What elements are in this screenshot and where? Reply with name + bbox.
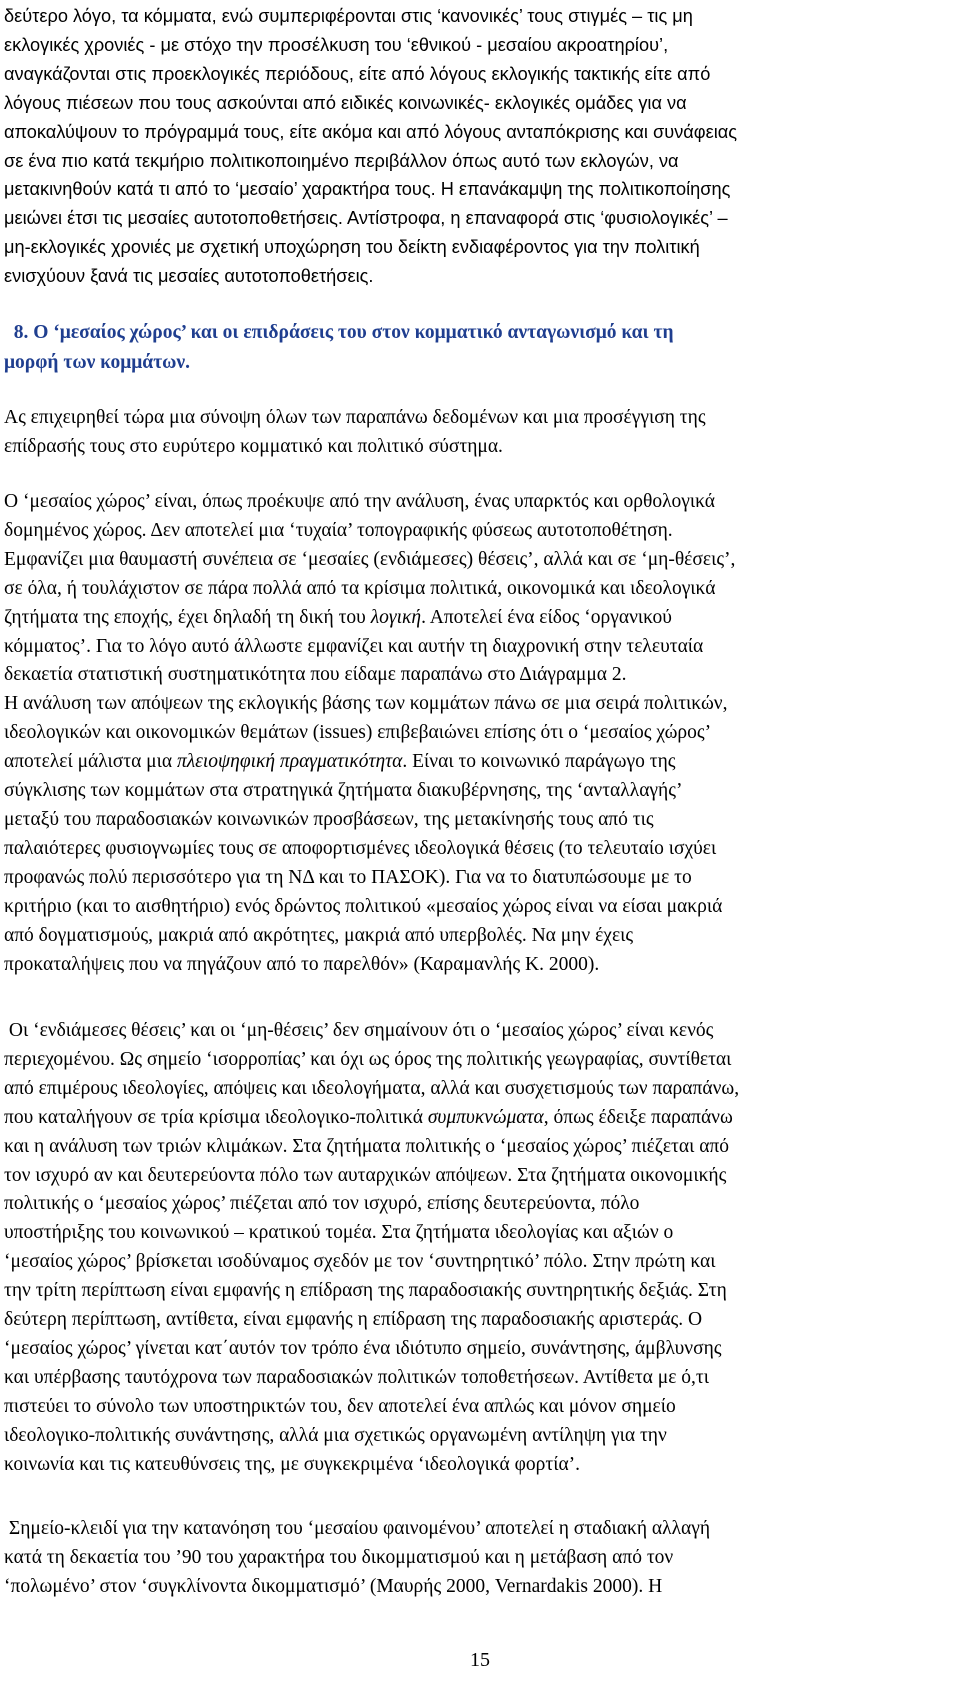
- paragraph-second-part-1: Οι ‘ενδιάμεσες θέσεις’ και οι ‘μη-θέσεις’ δεν σημαίνουν ότι ο ‘μεσαίος χώρος’ είναι κενός περιεχομένου. Ως σημείο ‘ισορροπίας’ και όχι ως όρος της πολιτικής γεωγραφίας, συντίθεται από επιμέρους ιδεολογίες, απόψεις και ιδεολογήματα, αλλά και συσχετισμούς των παραπάνω, που καταλήγουν σε τρία κρίσιμα ιδεολογικο-πολιτικά: [4, 1020, 740, 1128]
- paragraph-second-part-2: , όπως έδειξε παραπάνω και η ανάλυση των τριών κλιμάκων. Στα ζητήματα πολιτικής ο ‘μεσαίος χώρος’ πιέζεται από τον ισχυρό αν και δευτερεύοντα πόλο των αυταρχικών απόψεων. Στα ζητήματα οικονομικής πολιτικής ο ‘μεσαίος χώρος’ πιέζεται από τον ισχυρό, επίσης δευτερεύοντα, πόλο υποστήριξης του κοινωνικού – κρατικού τομέα. Στα ζητήματα ιδεολογίας και αξιών ο ‘μεσαίος χώρος’ βρίσκεται ισοδύναμος σχεδόν με τον ‘συντηρητικό’ πόλο. Στην πρώτη και την τρίτη περίπτωση είναι εμφανής η επίδραση της παραδοσιακής συντηρητικής δεξιάς. Στη δεύτερη περίπτωση, αντίθετα, είναι εμφανής η επίδραση της παραδοσιακής αριστεράς. Ο ‘μεσαίος χώρος’ γίνεται κατ΄αυτόν τον τρόπο ένα ιδιότυπο σημείο, συνάντησης, άμβλυνσης και υπέρβασης ταυτόχρονα των παραδοσιακών πολιτικών τοποθετήσεων. Αντίθετα με ό,τι πιστεύει το σύνολο των υποστηρικτών του, δεν αποτελεί ένα απλώς και μόνον σημείο ιδεολογικο-πολιτικής συνάντησης, αλλά μια σχετικώς οργανωμένη αντίληψη για την κοινωνία και τις κατευθύνσεις της, με συγκεκριμένα ‘ιδεολογικά φορτία’.: [4, 1106, 733, 1475]
- italic-reality-term: πλειοψηφική πραγματικότητα: [176, 751, 403, 773]
- paragraph-intro: Ας επιχειρηθεί τώρα μια σύνοψη όλων των παραπάνω δεδομένων και μια προσέγγιση της επίδρασής τους στο ευρύτερο κομματικό και πολιτικό σύστημα.: [4, 407, 706, 457]
- paragraph-main-part-1: Ο ‘μεσαίος χώρος’ είναι, όπως προέκυψε από την ανάλυση, ένας υπαρκτός και ορθολογικά δομημένος χώρος. Δεν αποτελεί μια ‘τυχαία’ τοπογραφικής φύσεως αυτοτοποθέτηση. Εμφανίζει μια θαυμαστή συνέπεια σε ‘μεσαίες (ενδιάμεσες) θέσεις’, αλλά και σε ‘μη-θέσεις’, σε όλα, ή τουλάχιστον σε πάρα πολλά από τα κρίσιμα πολιτικά, οικονομικά και ιδεολογικά ζητήματα της εποχής, έχει δηλαδή τη δική του: [4, 491, 736, 628]
- italic-syncretism-term: συμπυκνώματα: [427, 1106, 544, 1128]
- paragraph-top: δεύτερο λόγο, τα κόμματα, ενώ συμπεριφέρονται στις ‘κανονικές’ τους στιγμές – τις μη εκλογικές χρονιές - με στόχο την προσέλκυση του ‘εθνικού - μεσαίου ακροατηρίου’, αναγκάζονται στις προεκλογικές περιόδους, είτε από λόγους εκλογικής τακτικής είτε από λόγους πιέσεων που τους ασκούνται από ειδικές κοινωνικές- εκλογικές ομάδες για να αποκαλύψουν το πρόγραμμά τους, είτε ακόμα και από λόγους ανταπόκρισης και συνάφειας σε ένα πιο κατά τεκμήριο πολιτικοποιημένο περιβάλλον όπως αυτό των εκλογών, να μετακινηθούν κατά τι από το ‘μεσαίο’ χαρακτήρα τους. Η επανάκαμψη της πολιτικοποίησης μειώνει έτσι τις μεσαίες αυτοτοποθετήσεις. Αντίστροφα, η επαναφορά στις ‘φυσιολογικές’ – μη-εκλογικές χρονιές με σχετική υποχώρηση του δείκτη ενδιαφέροντος για την πολιτική ενισχύουν ξανά τις μεσαίες αυτοτοποθετήσεις.: [4, 6, 738, 287]
- paragraph-final: Σημείο-κλειδί για την κατανόηση του ‘μεσαίου φαινομένου’ αποτελεί η σταδιακή αλλαγή κατά τη δεκαετία του ’90 του χαρακτήρα του δικομματισμού και η μετάβαση από τον ‘πολωμένο’ στον ‘συγκλίνοντα δικομματισμό’ (Μαυρής 2000, Vernardakis 2000). Η: [4, 1518, 711, 1597]
- paragraph-main-part-3: . Είναι το κοινωνικό παράγωγο της σύγκλισης των κομμάτων στα στρατηγικά ζητήματα διακυβέρνησης, της ‘ανταλλαγής’ μεταξύ του παραδοσιακών κοινωνικών προσβάσεων, της μετακίνησής τους από τις παλαιότερες φυσιογνωμίες τους σε αποφορτισμένες ιδεολογικά θέσεις (το τελευταίο ισχύει προφανώς πολύ περισσότερο για τη ΝΔ και το ΠΑΣΟΚ). Για να το διατυπώσουμε με το κριτήριο (και το αισθητήριο) ενός δρώντος πολιτικού «μεσαίος χώρος είναι να είσαι μακριά από δογματισμούς, μακριά από ακρότητες, μακριά από υπερβολές. Να μην έχεις προκαταλήψεις που να πηγάζουν από το παρελθόν» (Καραμανλής Κ. 2000).: [4, 751, 723, 975]
- page-number: 15: [470, 1649, 490, 1671]
- paragraph-main-part-2: . Αποτελεί ένα είδος ‘οργανικού κόμματος’. Για το λόγο αυτό άλλωστε εμφανίζει και αυτήν τη διαχρονική στην τελευταία δεκαετία στατιστική συστηματικότητα που είδαμε παραπάνω στο Διάγραμμα 2. Η ανάλυση των απόψεων της εκλογικής βάσης των κομμάτων πάνω σε μια σειρά πολιτικών, ιδεολογικών και οικονομικών θεμάτων (issues) επιβεβαιώνει επίσης ότι ο ‘μεσαίος χώρος’ αποτελεί μάλιστα μια: [4, 606, 728, 773]
- section-heading: 8. Ο ‘μεσαίος χώρος’ και οι επιδράσεις του στον κομματικό ανταγωνισμό και τη μορφή των κομμάτων.: [4, 322, 674, 373]
- paragraph-second: [4, 1017, 956, 1480]
- paragraph-main: [4, 488, 956, 979]
- italic-logic-term: λογική: [370, 606, 422, 628]
